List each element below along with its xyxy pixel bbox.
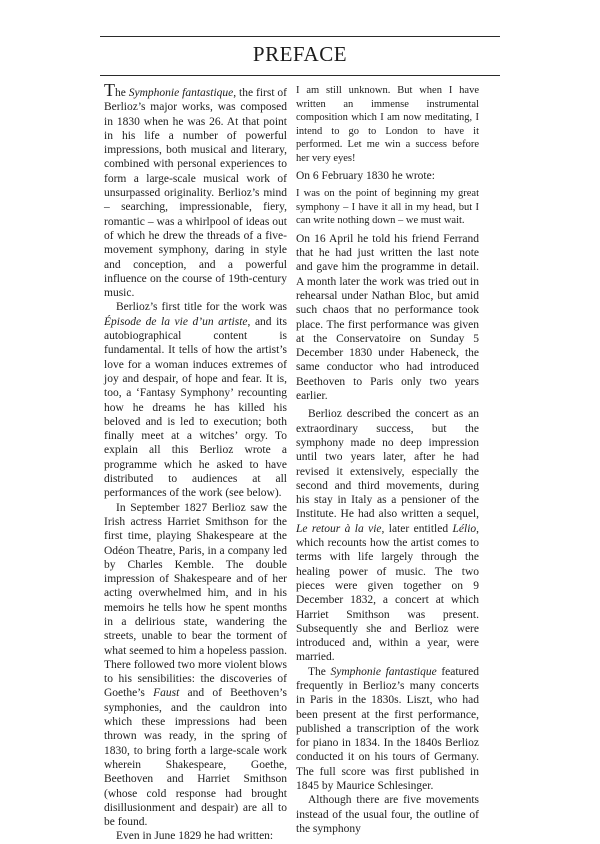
paragraph <box>296 407 479 664</box>
text-run: Berlioz’s first title for the work was <box>116 301 287 314</box>
text-run: I am still unknown. But when I have written an immense instrumental composition which I am now meditating, I intend to go to London to have it performed. Let me win a success before her very eyes! <box>296 85 479 164</box>
paragraph <box>296 665 479 794</box>
header-rule-bottom <box>100 75 500 76</box>
right-text-column <box>296 84 479 836</box>
left-text-column <box>104 80 288 844</box>
text-run: , later entitled <box>381 522 453 535</box>
paragraph <box>104 80 287 300</box>
page-title: PREFACE <box>252 42 348 66</box>
text-run: Berlioz described the concert as an extraordinary success, but the symphony made no deep impression until two years later, after he had revised it extensively, especially the second and third movements, during his stay in Italy as a pensioner of the Institute. He had also written a sequel, <box>296 408 479 521</box>
italic-title: Le retour à la vie <box>296 522 382 535</box>
italic-title: Symphonie fantastique <box>330 665 437 678</box>
block-quote <box>296 84 479 165</box>
text-run: Although there are five movements instead of the usual four, the outline of the symphony <box>296 794 479 835</box>
text-run: In September 1827 Berlioz saw the Irish actress Harriet Smithson for the first time, playing Shakespeare at the Odéon Theatre, Paris, in a company led by Charles Kemble. The double impression of Shakespeare and of her acting overwhelmed him, and in his memoirs he tells how he spent months in a delirious state, wandering the streets, unable to bear the torment of what seemed to him a hopeless passion. There followed two more violent blows to his sensibilities: the discoveries of Goethe’s <box>104 501 288 700</box>
italic-title: Symphonie fantastique <box>128 87 234 99</box>
italic-title: Faust <box>153 687 180 700</box>
text-run: , the first of Berlioz’s major works, was composed in 1830 when he was 26. At that point in his life a number of powerful impressions, both musical and literary, combined with personal experiences to form a large-scale musical work of unsurpassed originality. Berlioz’s mind – searching, impressionable, fiery, romantic – was a whirlpool of ideas out of which he drew the threads of a five-movement symphony, daring in style and conception, and a powerful influence on the course of 19th-century music. <box>104 87 287 300</box>
text-run: , which recounts how the artist comes to terms with life largely through the healing power of music. The two pieces were given together on 9 December 1832, a concert at which Harriet Smithson was present. Subsequently she and Berlioz were introduced and, within a year, were married. <box>296 522 480 664</box>
text-run: On 16 April he told his friend Ferrand that he had just written the last note and gave him the programme in detail. A month later the work was tried out in rehearsal under Nathan Bloc, but amid such chaos that no performance took place. The first performance was given at the Conservatoire on Sunday 5 December 1830 under Habeneck, the same conductor who had introduced Beethoven to Paris only two years earlier. <box>296 232 479 403</box>
paragraph <box>296 793 479 836</box>
text-run: The <box>308 665 331 678</box>
text-run: , and its autobiographical content is fundamental. It tells of how the artist’s love for a woman induces extremes of joy and despair, of hope and fear. It is, too, a ‘Fantasy Symphony’ recounting how he dreams he has killed his beloved and is led to execution; both finally meet at a witches’ orgy. To explain all this Berlioz wrote a programme which he asked to have distributed to audiences at all performances of the work (see below). <box>104 315 287 500</box>
text-run: featured frequently in Berlioz’s many concerts in Paris in the 1830s. Liszt, who had been present at the first performance, published a transcription of the work for piano in 1834. In the 1840s Berlioz conducted it on his tours of Germany. The full score was first published in 1845 by Maurice Schlesinger. <box>296 665 479 793</box>
text-run: Even in June 1829 he had written: <box>116 830 274 843</box>
text-run: On 6 February 1830 he wrote: <box>296 170 435 182</box>
paragraph <box>104 829 287 843</box>
italic-title: Lélio <box>452 522 477 535</box>
text-run: he <box>115 87 129 99</box>
paragraph <box>296 232 479 404</box>
drop-cap: T <box>104 80 115 100</box>
block-quote <box>296 187 479 228</box>
paragraph <box>104 501 287 830</box>
text-run: I was on the point of beginning my great symphony – I have it all in my head, but I can write nothing down – we must wait. <box>296 188 479 227</box>
italic-title: Épisode de la vie d’un artiste <box>104 315 248 328</box>
text-run: and of Beethoven’s symphonies, and the cauldron into which these impressions had been thrown was ready, in the spring of 1830, to bring forth a large-scale work wherein Shakespeare, Goethe, Beethoven and Harriet Smithson (whose cold response had brought disillusionment and despair) are all to be found. <box>104 687 287 829</box>
paragraph <box>104 300 287 500</box>
paragraph <box>296 169 479 183</box>
header-rule-top <box>100 36 500 37</box>
